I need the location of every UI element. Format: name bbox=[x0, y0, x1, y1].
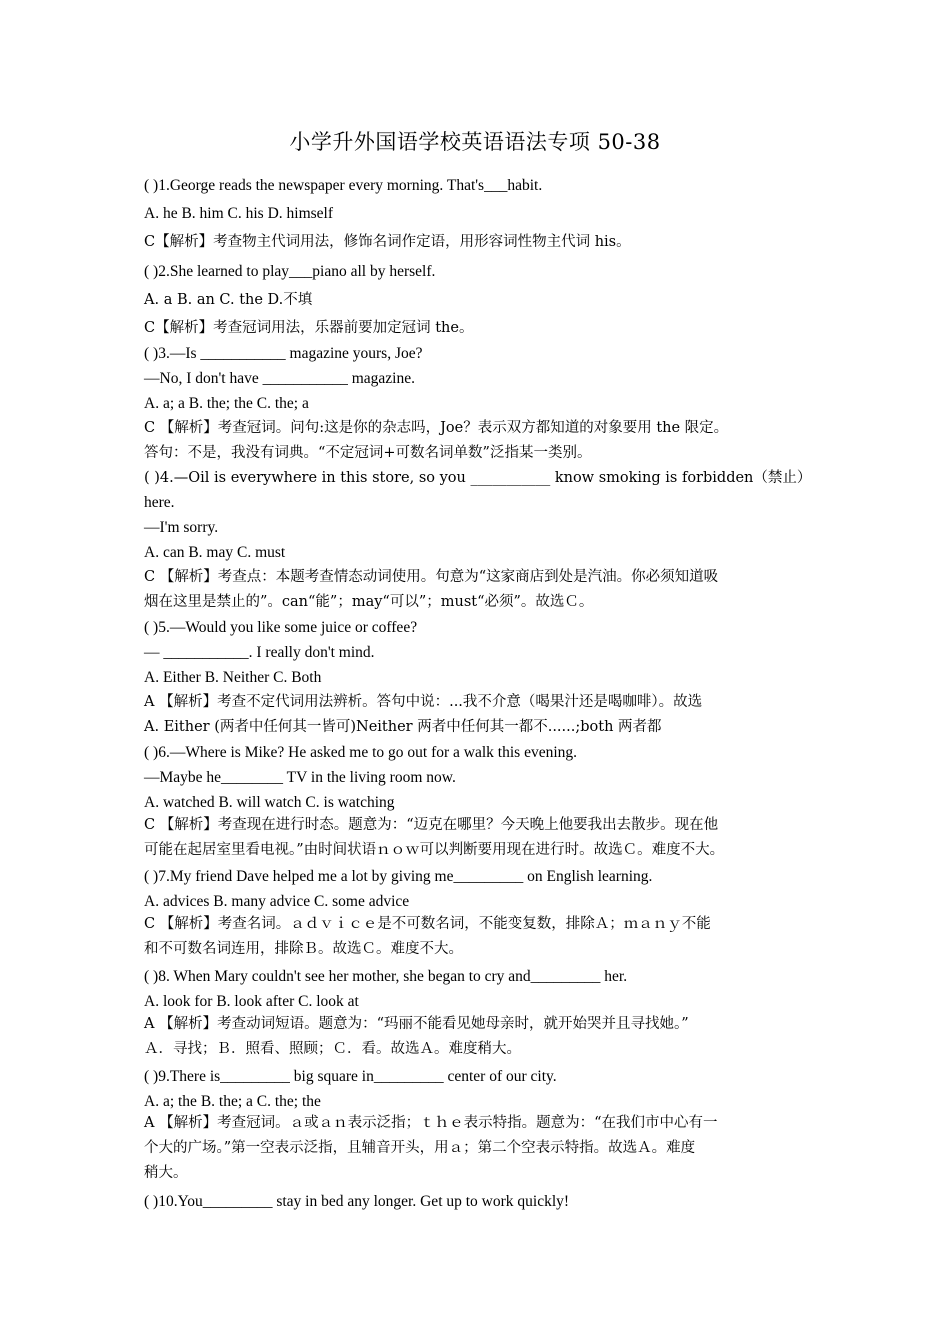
question-line: ( )2.She learned to play___piano all by herself. bbox=[144, 263, 436, 280]
text-line: here. bbox=[144, 494, 175, 511]
page-title: 小学升外国语学校英语语法专项 50-38 bbox=[289, 130, 661, 154]
options-line: A. a; a B. the; the C. the; a bbox=[144, 395, 309, 412]
options-line: A. can B. may C. must bbox=[144, 544, 286, 561]
text-line: —I'm sorry. bbox=[144, 519, 219, 536]
question-line: ( )9.There is_________ big square in_________ center of our city. bbox=[144, 1068, 557, 1085]
question-line: ( )7.My friend Dave helped me a lot by giving me_________ on English learning. bbox=[144, 868, 653, 885]
text-line: 和不可数名词连用，排除Ｂ。故选Ｃ。难度不大。 bbox=[144, 941, 463, 957]
question-line: ( )4.—Oil is everywhere in this store, so you ___________ know smoking is forbidden（禁止） bbox=[144, 470, 812, 486]
question-line: ( )3.—Is ___________ magazine yours, Joe? bbox=[144, 345, 423, 362]
answer-explanation-line: C 【解析】考查现在进行时态。题意为：“迈克在哪里？今天晚上他要我出去散步。现在他 bbox=[144, 817, 719, 833]
answer-explanation-line: C【解析】考查物主代词用法，修饰名词作定语，用形容词性物主代词 his。 bbox=[144, 234, 631, 250]
options-line: A. look for B. look after C. look at bbox=[144, 993, 359, 1010]
text-line: 可能在起居室里看电视。”由时间状语ｎｏｗ可以判断要用现在进行时。故选Ｃ。难度不大。 bbox=[144, 842, 725, 858]
options-line: A. he B. him C. his D. himself bbox=[144, 205, 334, 222]
text-line: 烟在这里是禁止的”。can“能”；may“可以”；must“必须”。故选Ｃ。 bbox=[144, 594, 594, 610]
answer-explanation-line: C 【解析】考查冠词。问句:这是你的杂志吗，Joe？表示双方都知道的对象要用 the 限定。 bbox=[144, 420, 729, 436]
question-line: ( )10.You_________ stay in bed any longer. Get up to work quickly! bbox=[144, 1193, 570, 1210]
answer-explanation-line: A 【解析】考查动词短语。题意为：“玛丽不能看见她母亲时，就开始哭并且寻找她。” bbox=[144, 1016, 689, 1032]
text-line: —Maybe he________ TV in the living room now. bbox=[144, 769, 456, 786]
answer-explanation-line: C【解析】考查冠词用法，乐器前要加定冠词 the。 bbox=[144, 320, 474, 336]
answer-explanation-line: C 【解析】考查点：本题考查情态动词使用。句意为“这家商店到处是汽油。你必须知道吸 bbox=[144, 569, 719, 585]
options-line: A. a; the B. the; a C. the; the bbox=[144, 1093, 321, 1110]
text-line: —No, I don't have ___________ magazine. bbox=[144, 370, 415, 387]
answer-explanation-line: A 【解析】考查冠词。ａ或ａｎ表示泛指；ｔｈｅ表示特指。题意为：“在我们市中心有一 bbox=[144, 1115, 718, 1131]
text-line: A. Either (两者中任何其一皆可)Neither 两者中任何其一都不......;both 两者都 bbox=[144, 719, 662, 735]
question-line: ( )1.George reads the newspaper every morning. That's___habit. bbox=[144, 177, 543, 194]
options-line: A. a B. an C. the D.不填 bbox=[144, 292, 313, 308]
options-line: A. watched B. will watch C. is watching bbox=[144, 794, 395, 811]
answer-explanation-line: C 【解析】考查名词。ａｄｖｉｃｅ是不可数名词，不能变复数，排除Ａ；ｍａｎｙ不能 bbox=[144, 916, 711, 932]
question-line: ( )6.—Where is Mike? He asked me to go out for a walk this evening. bbox=[144, 744, 578, 761]
text-line: 稍大。 bbox=[144, 1165, 188, 1181]
question-line: ( )5.—Would you like some juice or coffee? bbox=[144, 619, 418, 636]
text-line: 答句：不是，我没有词典。“不定冠词+可数名词单数”泛指某一类别。 bbox=[144, 445, 592, 461]
answer-explanation-line: A 【解析】考查不定代词用法辨析。答句中说：...我不介意（喝果汁还是喝咖啡）。故选 bbox=[144, 694, 703, 710]
options-line: A. Either B. Neither C. Both bbox=[144, 669, 322, 686]
text-line: Ａ．寻找；Ｂ．照看、照顾；Ｃ．看。故选Ａ。难度稍大。 bbox=[144, 1041, 521, 1057]
text-line: 个大的广场。”第一空表示泛指，且辅音开头，用ａ；第二个空表示特指。故选Ａ。难度 bbox=[144, 1140, 696, 1156]
text-line: — ___________. I really don't mind. bbox=[144, 644, 375, 661]
options-line: A. advices B. many advice C. some advice bbox=[144, 893, 410, 910]
question-line: ( )8. When Mary couldn't see her mother, she began to cry and_________ her. bbox=[144, 968, 628, 985]
